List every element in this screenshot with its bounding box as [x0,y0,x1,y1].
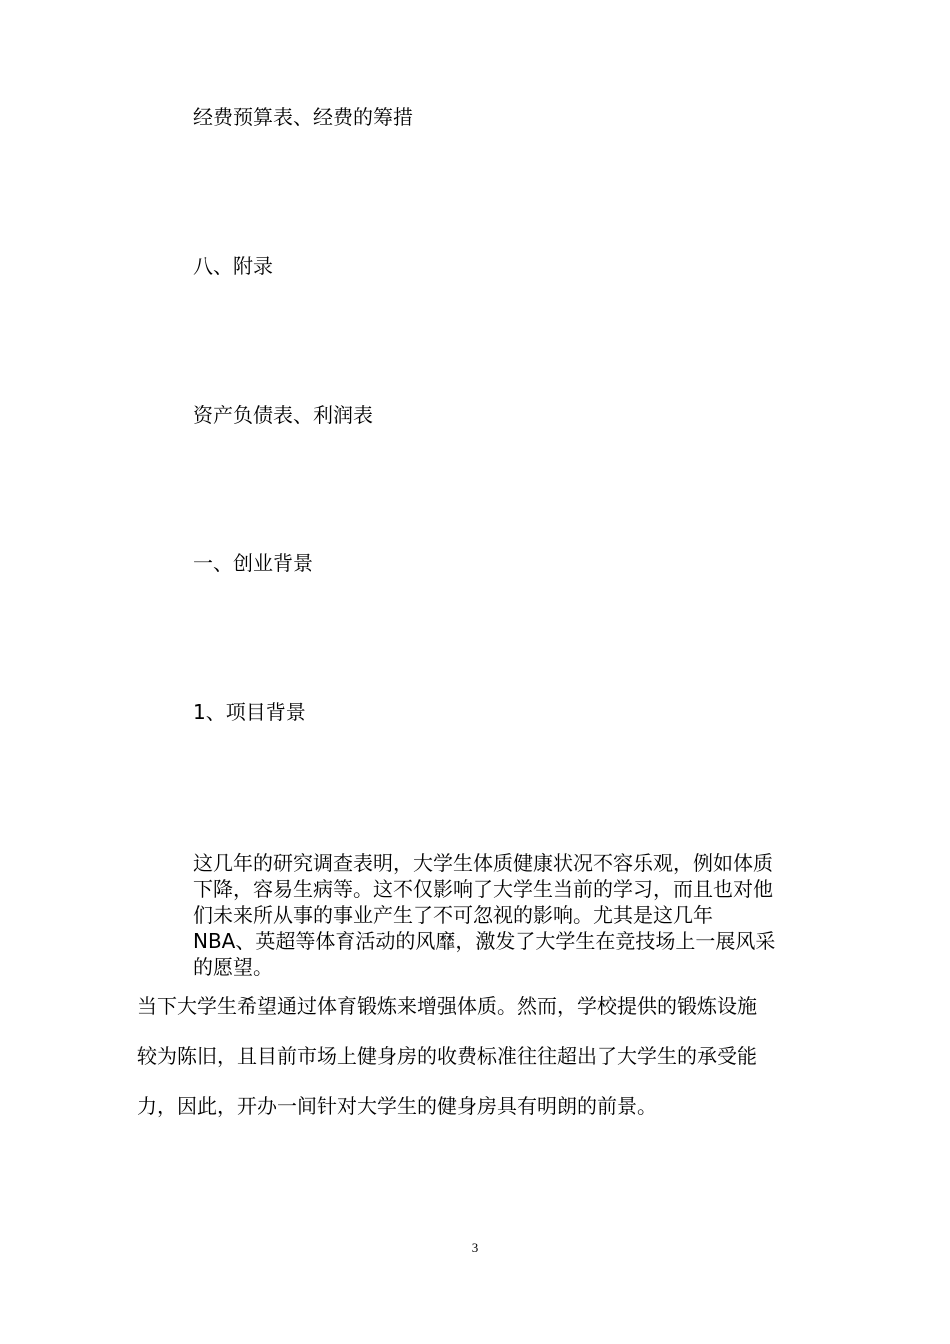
paragraph-line: NBA、英超等体育活动的风靡，激发了大学生在竞技场上一展风采 [193,929,776,953]
financial-statements-heading: 资产负债表、利润表 [193,403,373,427]
paragraph-line: 们未来所从事的事业产生了不可忽视的影响。尤其是这几年 [193,903,713,927]
body-line: 较为陈旧，且目前市场上健身房的收费标准往往超出了大学生的承受能 [137,1044,757,1068]
project-background-heading: 1、项目背景 [193,700,306,724]
section-one-heading: 一、创业背景 [193,551,313,575]
budget-heading: 经费预算表、经费的筹措 [193,105,413,129]
body-line: 当下大学生希望通过体育锻炼来增强体质。然而，学校提供的锻炼设施 [137,994,757,1018]
page-number: 3 [471,1240,479,1255]
body-line: 力，因此，开办一间针对大学生的健身房具有明朗的前景。 [137,1094,657,1118]
paragraph-line: 这几年的研究调查表明，大学生体质健康状况不容乐观，例如体质 [193,851,773,875]
paragraph-line: 下降，容易生病等。这不仅影响了大学生当前的学习，而且也对他 [193,877,773,901]
paragraph-line: 的愿望。 [193,955,273,979]
background-paragraph [193,850,823,980]
appendix-heading: 八、附录 [193,254,273,278]
